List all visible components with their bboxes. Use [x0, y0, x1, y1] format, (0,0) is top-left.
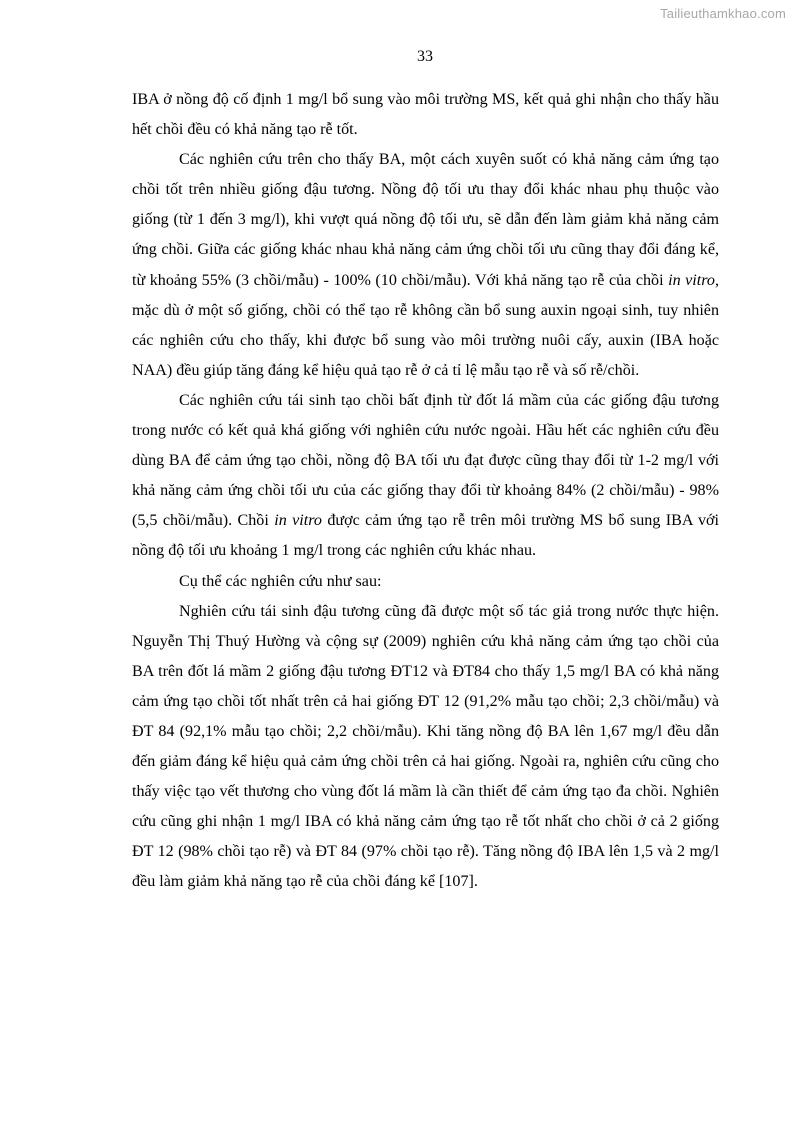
document-body [132, 85, 719, 898]
italic-term: in vitro [668, 271, 715, 289]
paragraph [132, 386, 719, 567]
text-segment: Các nghiên cứu trên cho thấy BA, một cách xuyên suốt có khả năng cảm ứng tạo chồi tốt trên nhiều giống đậu tương. Nồng độ tối ưu thay đổi khác nhau phụ thuộc vào giống (từ 1 đến 3 mg/l), khi vượt quá nồng độ tối ưu, sẽ dẫn đến làm giảm khả năng cảm ứng chồi. Giữa các giống khác nhau khả năng cảm ứng chồi tối ưu cũng thay đổi đáng kể, từ khoảng 55% (3 chồi/mẫu) - 100% (10 chồi/mẫu). Với khả năng tạo rễ của chồi [132, 151, 719, 289]
italic-term: in vitro [274, 512, 322, 530]
text-segment: Nghiên cứu tái sinh đậu tương cũng đã được một số tác giả trong nước thực hiện. Nguyễn Thị Thuý Hường và cộng sự (2009) nghiên cứu khả năng cảm ứng tạo chồi của BA trên đốt lá mầm 2 giống đậu tương ĐT12 và ĐT84 cho thấy 1,5 mg/l BA có khả năng cảm ứng tạo chồi tốt nhất trên cả hai giống ĐT 12 (91,2% mẫu tạo chồi; 2,3 chồi/mẫu) và ĐT 84 (92,1% mẫu tạo chồi; 2,2 chồi/mẫu). Khi tăng nồng độ BA lên 1,67 mg/l đều dẫn đến giảm đáng kể hiệu quả cảm ứng chồi trên cả hai giống. Ngoài ra, nghiên cứu cũng cho thấy việc tạo vết thương cho vùng đốt lá mầm là cần thiết để cảm ứng tạo đa chồi. Nghiên cứu cũng ghi nhận 1 mg/l IBA có khả năng cảm ứng tạo rễ tốt nhất cho chồi ở cả 2 giống ĐT 12 (98% chồi tạo rễ) và ĐT 84 (97% chồi tạo rễ). Tăng nồng độ IBA lên 1,5 và 2 mg/l đều làm giảm khả năng tạo rễ của chồi đáng kể [107]. [132, 602, 719, 891]
paragraph [132, 85, 719, 145]
page-number: 33 [417, 48, 433, 65]
paragraph [132, 567, 719, 597]
text-segment: Cụ thể các nghiên cứu như sau: [179, 572, 382, 590]
text-segment: , mặc dù ở một số giống, chồi có thể tạo rễ không cần bổ sung auxin ngoại sinh, tuy nhiên các nghiên cứu cho thấy, khi được bổ sung vào môi trường nuôi cấy, auxin (IBA hoặc NAA) đều giúp tăng đáng kể hiệu quả tạo rễ ở cả tỉ lệ mẫu tạo rễ và số rễ/chồi. [132, 271, 719, 379]
text-segment: IBA ở nồng độ cố định 1 mg/l bổ sung vào môi trường MS, kết quả ghi nhận cho thấy hầu hết chồi đều có khả năng tạo rễ tốt. [132, 91, 719, 139]
text-segment: Các nghiên cứu tái sinh tạo chồi bất định từ đốt lá mầm của các giống đậu tương trong nước có kết quả khá giống với nghiên cứu nước ngoài. Hầu hết các nghiên cứu đều dùng BA để cảm ứng tạo chồi, nồng độ BA tối ưu đạt được cũng thay đổi từ 1-2 mg/l với khả năng cảm ứng chồi tối ưu của các giống thay đổi từ khoảng 84% (2 chồi/mẫu) - 98% (5,5 chồi/mẫu). Chồi [132, 391, 719, 530]
text-segment: được cảm ứng tạo rễ trên môi trường MS bổ sung IBA với nồng độ tối ưu khoảng 1 mg/l trong các nghiên cứu khác nhau. [132, 512, 720, 560]
watermark-text: Tailieuthamkhao.com [660, 6, 786, 21]
paragraph [132, 597, 719, 898]
paragraph [132, 145, 719, 386]
